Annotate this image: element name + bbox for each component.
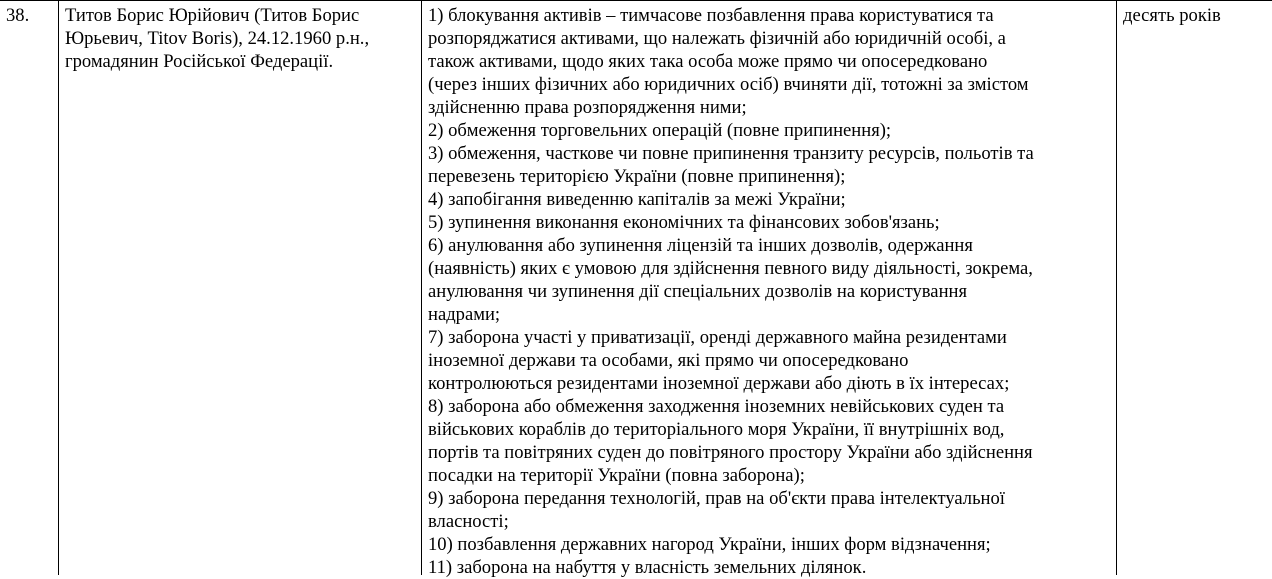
measure-line: здійсненню права розпорядження ними; bbox=[428, 97, 747, 118]
person-name-line: громадянин Російської Федерації. bbox=[65, 51, 334, 72]
measure-line: 4) запобігання виведенню капіталів за межі України; bbox=[428, 189, 846, 210]
measure-line: контролюються резидентами іноземної держави або діють в їх інтересах; bbox=[428, 373, 1010, 394]
measure-line: 5) зупинення виконання економічних та фінансових зобов'язань; bbox=[428, 212, 940, 233]
measure-line: перевезень територією України (повне припинення); bbox=[428, 166, 846, 187]
column-divider-1 bbox=[58, 0, 59, 575]
measure-line: 11) заборона на набуття у власність земельних ділянок. bbox=[428, 557, 867, 578]
measure-item-7 bbox=[428, 326, 1113, 395]
row-top-border bbox=[0, 0, 1272, 1]
measure-item-6 bbox=[428, 234, 1113, 326]
column-divider-2 bbox=[421, 0, 422, 575]
measure-line: 10) позбавлення державних нагород України, інших форм відзначення; bbox=[428, 534, 991, 555]
measure-item-1 bbox=[428, 4, 1113, 119]
measure-line: також активами, щодо яких така особа може прямо чи опосередковано bbox=[428, 51, 988, 72]
measure-line: 3) обмеження, часткове чи повне припинення транзиту ресурсів, польотів та bbox=[428, 143, 1034, 164]
measure-line: 7) заборона участі у приватизації, оренді державного майна резидентами bbox=[428, 327, 1007, 348]
measure-line: 9) заборона передання технологій, прав на об'єкти права інтелектуальної bbox=[428, 488, 1005, 509]
person-name-cell bbox=[65, 4, 415, 73]
person-name-line: Юрьевич, Titov Boris), 24.12.1960 р.н., bbox=[65, 28, 370, 49]
column-divider-3 bbox=[1116, 0, 1117, 575]
measure-line: іноземної держави та особами, які прямо чи опосередковано bbox=[428, 350, 909, 371]
measure-line: 6) анулювання або зупинення ліцензій та інших дозволів, одержання bbox=[428, 235, 973, 256]
measure-item-9 bbox=[428, 487, 1113, 533]
measure-item-10 bbox=[428, 533, 1113, 556]
measure-item-8 bbox=[428, 395, 1113, 487]
measure-line: 1) блокування активів – тимчасове позбавлення права користуватися та bbox=[428, 5, 994, 26]
measure-line: посадки на території України (повна заборона); bbox=[428, 465, 805, 486]
measure-line: 2) обмеження торговельних операцій (повне припинення); bbox=[428, 120, 892, 141]
measure-item-5 bbox=[428, 211, 1113, 234]
measure-item-11 bbox=[428, 556, 1113, 579]
measure-item-2 bbox=[428, 119, 1113, 142]
measures-cell bbox=[428, 4, 1113, 579]
row-number: 38. bbox=[6, 5, 30, 26]
measure-line: (наявність) яких є умовою для здійснення певного виду діяльності, зокрема, bbox=[428, 258, 1033, 279]
measure-line: власності; bbox=[428, 511, 509, 532]
measure-line: розпоряджатися активами, що належать фізичній або юридичній особі, а bbox=[428, 28, 1006, 49]
measure-line: (через інших фізичних або юридичних осіб) вчиняти дії, тотожні за змістом bbox=[428, 74, 1029, 95]
sanction-term: десять років bbox=[1123, 5, 1221, 26]
person-name-line: Титов Борис Юрійович (Титов Борис bbox=[65, 5, 360, 26]
measure-line: військових кораблів до територіального моря України, її внутрішніх вод, bbox=[428, 419, 1005, 440]
measure-item-4 bbox=[428, 188, 1113, 211]
measure-line: 8) заборона або обмеження заходження іноземних невійськових суден та bbox=[428, 396, 1005, 417]
measure-line: портів та повітряних суден до повітряного простору України або здійснення bbox=[428, 442, 1033, 463]
measure-line: анулювання чи зупинення дії спеціальних дозволів на користування bbox=[428, 281, 968, 302]
measure-item-3 bbox=[428, 142, 1113, 188]
measure-line: надрами; bbox=[428, 304, 501, 325]
